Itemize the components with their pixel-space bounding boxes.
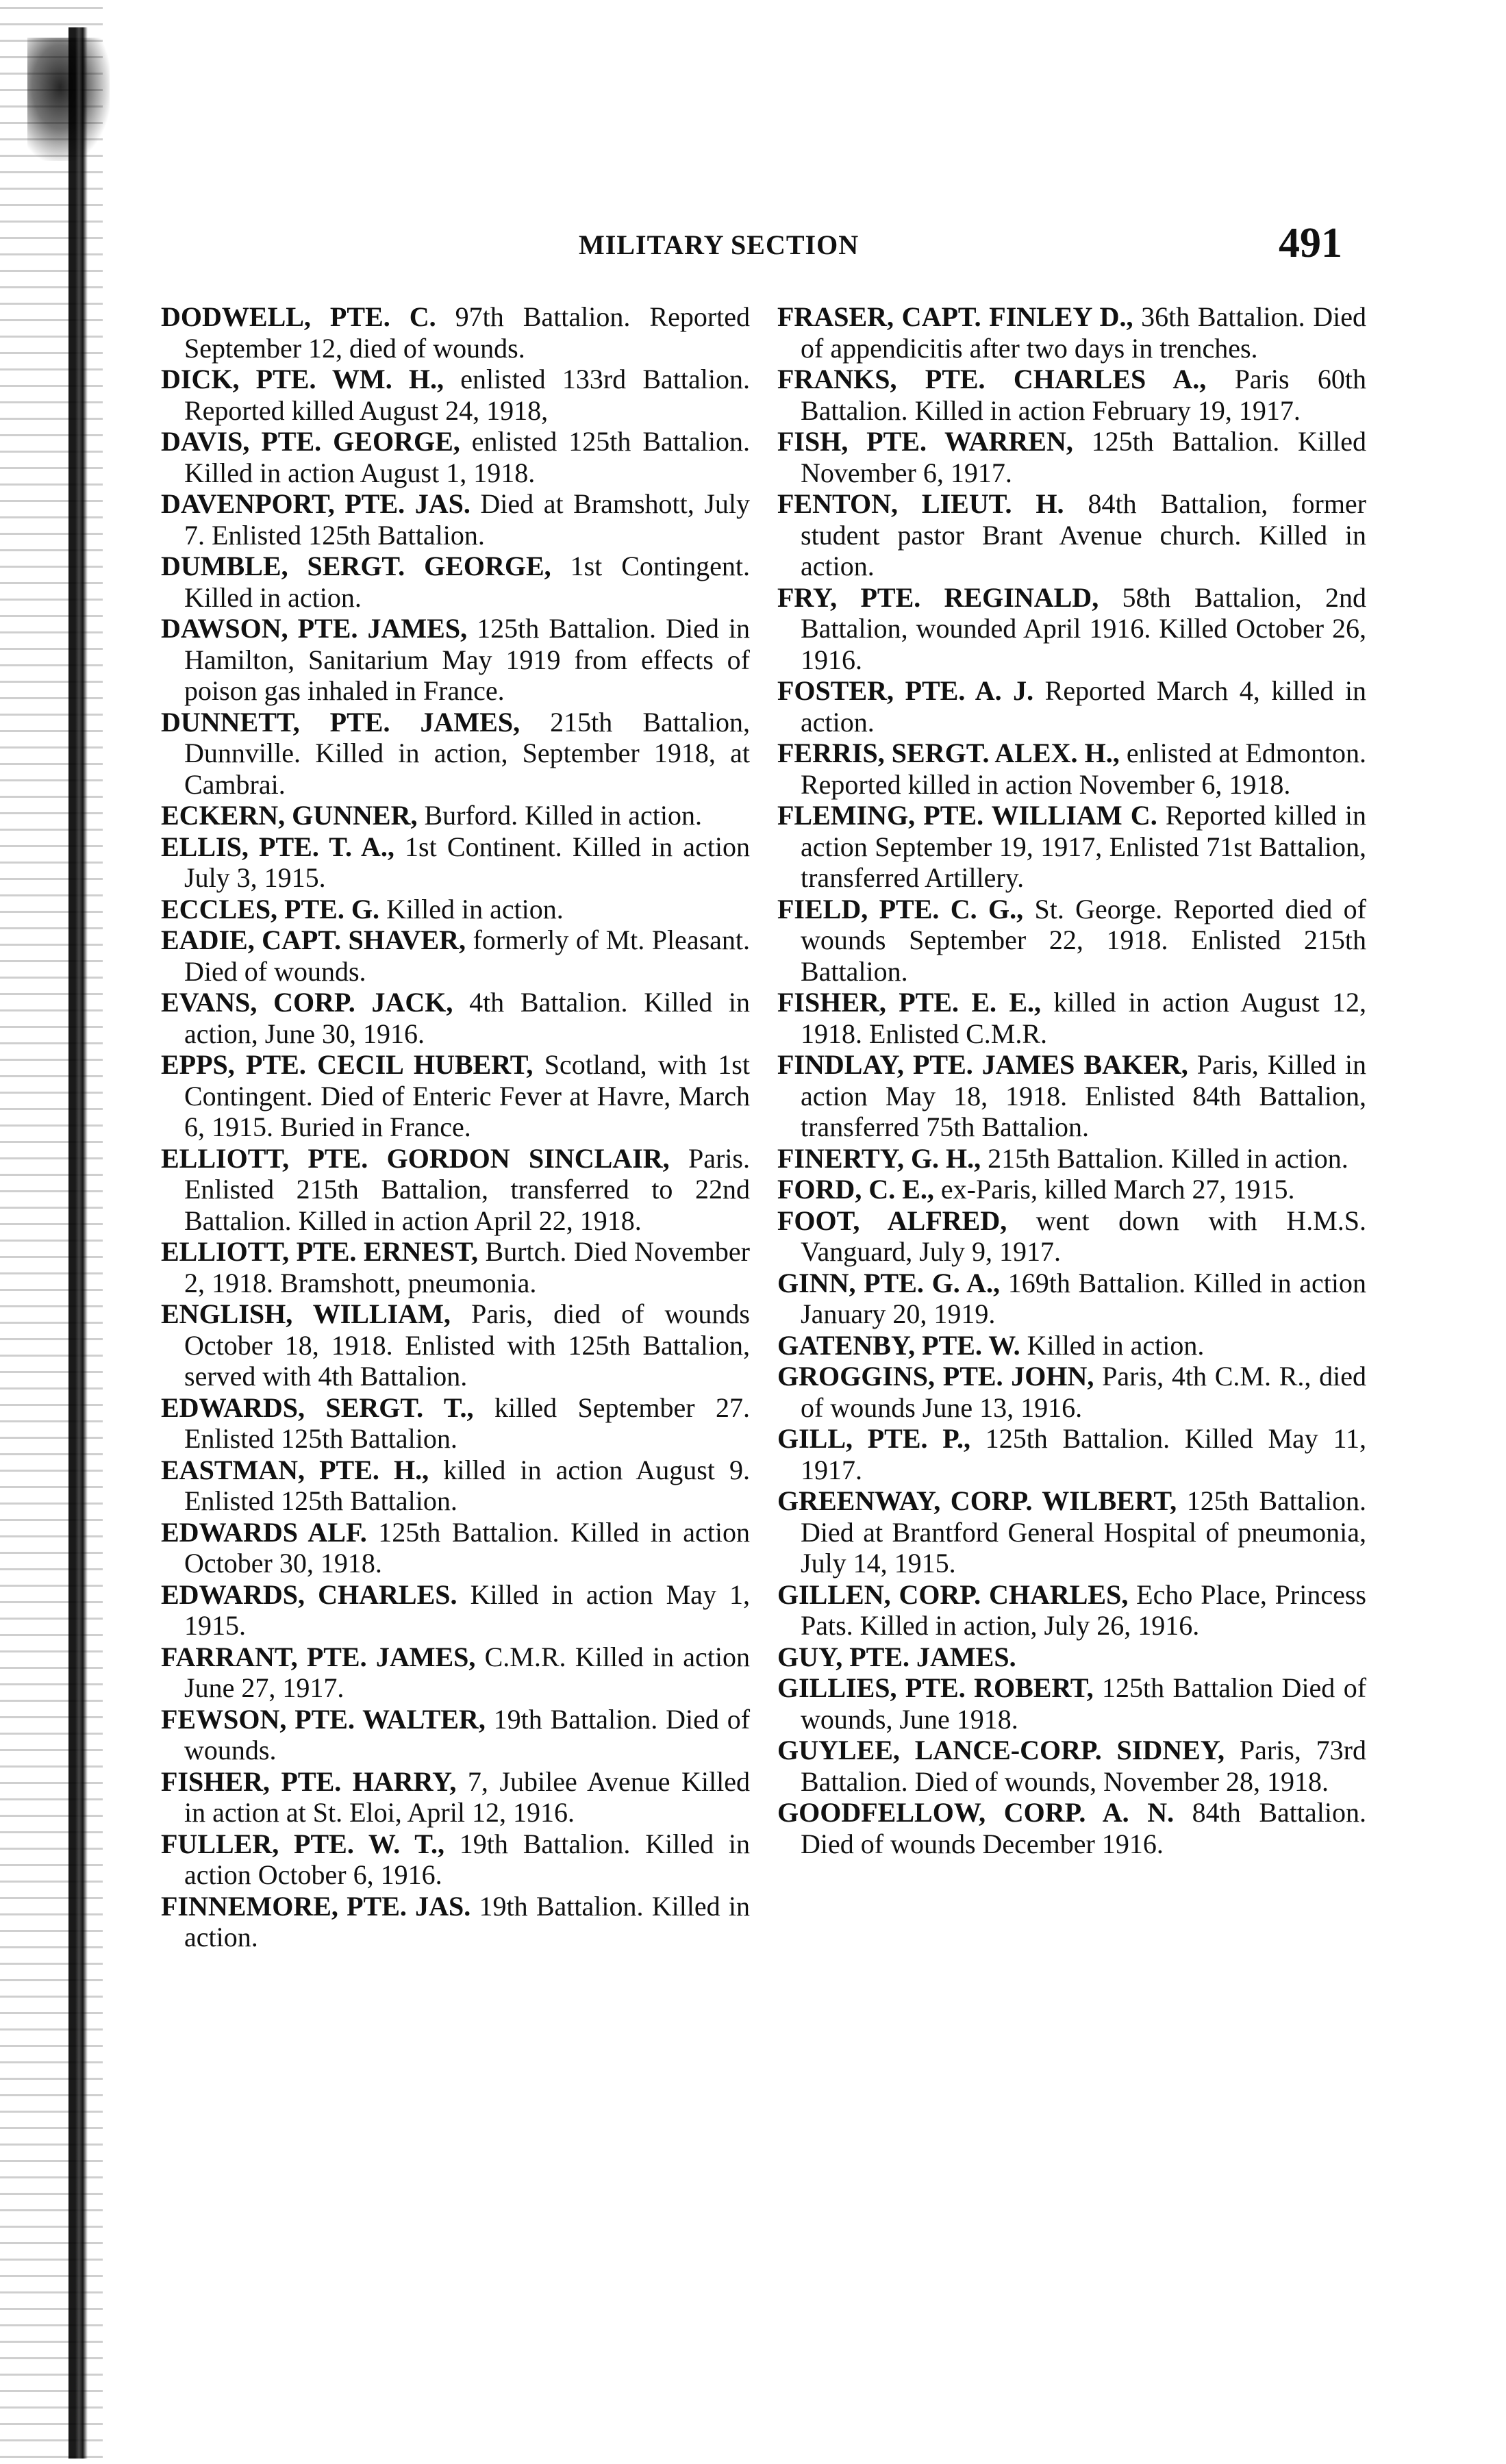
entry-name: FRANKS, PTE. CHARLES A., xyxy=(777,364,1207,394)
entry-name: FISHER, PTE. HARRY, xyxy=(161,1765,457,1797)
entry-name: FRASER, CAPT. FINLEY D., xyxy=(777,301,1133,332)
entry-name: ELLIS, PTE. T. A., xyxy=(161,831,394,862)
entry-details: enlisted 125th Battalion. Killed in action August 1, 1918. xyxy=(184,426,750,488)
roll-entry xyxy=(777,1672,1366,1735)
entry-name: DAVENPORT, PTE. JAS. xyxy=(161,488,470,519)
entry-name: DICK, PTE. WM. H., xyxy=(161,364,444,394)
entry-details: 19th Battalion. Killed in action. xyxy=(184,1890,751,1952)
entry-name: EDWARDS ALF. xyxy=(161,1516,367,1548)
entry-name: FISHER, PTE. E. E., xyxy=(777,987,1042,1018)
entry-name: ECCLES, PTE. G. xyxy=(161,893,379,925)
entry-details: 84th Battalion. Died of wounds December 1916. xyxy=(801,1797,1367,1859)
roll-entry xyxy=(161,488,750,551)
roll-entry xyxy=(777,364,1366,426)
entry-name: EVANS, CORP. JACK, xyxy=(161,987,453,1018)
entry-details: Killed in action May 1, 1915. xyxy=(184,1579,751,1641)
roll-entry xyxy=(777,1268,1366,1330)
entry-details: Paris, died of wounds October 18, 1918. Enlisted with 125th Battalion, served with 4th Battalion. xyxy=(184,1298,751,1392)
roll-entry xyxy=(777,1797,1366,1859)
entry-details: 125th Battalion. Died in Hamilton, Sanitarium May 1919 from effects of poison gas inhaled in France. xyxy=(184,613,751,706)
entry-name: EASTMAN, PTE. H., xyxy=(161,1454,429,1485)
entry-name: DUNNETT, PTE. JAMES, xyxy=(161,706,520,738)
roll-entry xyxy=(161,925,750,987)
entry-name: EDWARDS, SERGT. T., xyxy=(161,1392,474,1423)
entry-details: 215th Battalion, Dunnville. Killed in action, September 1918, at Cambrai. xyxy=(184,706,750,800)
entry-name: FOOT, ALFRED, xyxy=(777,1205,1007,1236)
roll-entry xyxy=(161,551,750,613)
entry-name: EADIE, CAPT. SHAVER, xyxy=(161,925,466,955)
entry-name: DUMBLE, SERGT. GEORGE, xyxy=(161,551,551,581)
entry-name: DODWELL, PTE. C. xyxy=(161,301,436,332)
entry-name: ENGLISH, WILLIAM, xyxy=(161,1298,451,1329)
entry-name: EPPS, PTE. CECIL HUBERT, xyxy=(161,1049,534,1080)
binding-edge-dark-strip xyxy=(68,27,88,2459)
roll-entry xyxy=(777,426,1366,488)
roll-entry xyxy=(161,1455,750,1517)
entry-details: 19th Battalion. Died of wounds. xyxy=(184,1703,751,1765)
roll-entry xyxy=(161,1704,750,1766)
entry-details: Reported killed in action September 19, 1917, Enlisted 71st Battalion, transferred Artillery. xyxy=(801,800,1367,893)
entry-details: Paris, Killed in action May 18, 1918. Enlisted 84th Battalion, transferred 75th Battalion. xyxy=(801,1049,1367,1142)
roll-entry xyxy=(161,1236,750,1298)
entry-details: 4th Battalion. Killed in action, June 30, 1916. xyxy=(184,987,750,1049)
entry-details: killed in action August 12, 1918. Enlisted C.M.R. xyxy=(801,987,1366,1049)
roll-entry xyxy=(777,582,1366,676)
entry-details: C.M.R. Killed in action June 27, 1917. xyxy=(184,1641,750,1703)
entry-name: DAVIS, PTE. GEORGE, xyxy=(161,426,460,457)
roll-entry xyxy=(161,831,750,894)
entry-details: Paris. Enlisted 215th Battalion, transferred to 22nd Battalion. Killed in action April 22, 1918. xyxy=(184,1142,750,1236)
entry-name: FORD, C. E., xyxy=(777,1174,934,1205)
entry-details: went down with H.M.S. Vanguard, July 9, 1917. xyxy=(801,1205,1367,1267)
entry-name: FOSTER, PTE. A. J. xyxy=(777,675,1034,706)
roll-entry xyxy=(777,987,1366,1049)
entry-details: St. George. Reported died of wounds September 22, 1918. Enlisted 215th Battalion. xyxy=(801,893,1367,987)
roll-entry xyxy=(161,1891,750,1953)
entry-details: Paris 60th Battalion. Killed in action February 19, 1917. xyxy=(801,364,1366,426)
entry-details: 84th Battalion, former student pastor Brant Avenue church. Killed in action. xyxy=(801,488,1367,581)
entry-details: Died at Bramshott, July 7. Enlisted 125th Battalion. xyxy=(184,488,751,551)
entry-name: FEWSON, PTE. WALTER, xyxy=(161,1703,486,1735)
roll-entry xyxy=(161,364,750,426)
entry-details: 36th Battalion. Died of appendicitis after two days in trenches. xyxy=(801,301,1366,364)
roll-entry xyxy=(777,1485,1366,1579)
entry-name: FINNEMORE, PTE. JAS. xyxy=(161,1890,471,1922)
entry-name: FRY, PTE. REGINALD, xyxy=(777,581,1099,613)
entry-details: 169th Battalion. Killed in action January 20, 1919. xyxy=(801,1267,1366,1329)
roll-entry xyxy=(161,1049,750,1143)
roll-entry xyxy=(777,738,1366,800)
entry-name: FERRIS, SERGT. ALEX. H., xyxy=(777,738,1120,768)
running-header xyxy=(151,219,1383,267)
entry-name: GATENBY, PTE. W. xyxy=(777,1329,1020,1361)
entry-details: 125th Battalion Died of wounds, June 1918. xyxy=(801,1672,1367,1735)
roll-entry xyxy=(777,301,1366,364)
roll-entry xyxy=(161,1579,750,1642)
left-column xyxy=(161,301,750,2342)
roll-entry xyxy=(161,707,750,801)
entry-details: 1st Continent. Killed in action July 3, 1915. xyxy=(184,831,751,893)
entry-name: ELLIOTT, PTE. ERNEST, xyxy=(161,1236,479,1267)
roll-entry xyxy=(777,1579,1366,1642)
entry-details: 125th Battalion. Died at Brantford General Hospital of pneumonia, July 14, 1915. xyxy=(801,1485,1367,1579)
entry-details: Burtch. Died November 2, 1918. Bramshott, pneumonia. xyxy=(184,1236,750,1298)
entry-details: 7, Jubilee Avenue Killed in action at St. Eloi, April 12, 1916. xyxy=(184,1765,750,1828)
entry-details: Burford. Killed in action. xyxy=(424,800,702,831)
entry-details: 58th Battalion, 2nd Battalion, wounded April 1916. Killed October 26, 1916. xyxy=(801,581,1366,675)
entry-name: FLEMING, PTE. WILLIAM C. xyxy=(777,800,1157,831)
running-title: MILITARY SECTION xyxy=(579,229,859,260)
entry-name: FINDLAY, PTE. JAMES BAKER, xyxy=(777,1049,1188,1080)
entry-details: 19th Battalion. Killed in action October 6, 1916. xyxy=(184,1828,751,1890)
entry-name: GROGGINS, PTE. JOHN, xyxy=(777,1361,1094,1392)
roll-entry xyxy=(161,987,750,1049)
entry-name: GILL, PTE. P., xyxy=(777,1423,970,1454)
roll-entry xyxy=(161,1298,750,1392)
entry-name: GREENWAY, CORP. WILBERT, xyxy=(777,1485,1177,1516)
entry-details: formerly of Mt. Pleasant. Died of wounds. xyxy=(184,925,750,987)
roll-entry xyxy=(777,1423,1366,1485)
roll-entry xyxy=(777,1174,1366,1205)
entry-details: 125th Battalion. Killed in action October 30, 1918. xyxy=(184,1516,750,1579)
roll-entry xyxy=(161,1517,750,1579)
entry-details: Killed in action. xyxy=(386,893,564,925)
right-column xyxy=(777,301,1366,2342)
entry-details: Killed in action. xyxy=(1027,1329,1205,1361)
roll-entry xyxy=(777,1642,1366,1673)
entry-details: enlisted at Edmonton. Reported killed in action November 6, 1918. xyxy=(801,738,1367,800)
entry-name: FARRANT, PTE. JAMES, xyxy=(161,1641,476,1672)
entry-name: FISH, PTE. WARREN, xyxy=(777,426,1073,457)
entry-details: Scotland, with 1st Contingent. Died of Enteric Fever at Havre, March 6, 1915. Buried in France. xyxy=(184,1049,750,1142)
roll-entry xyxy=(161,426,750,488)
entry-details: ex-Paris, killed March 27, 1915. xyxy=(940,1174,1295,1205)
roll-entry xyxy=(161,1392,750,1455)
roll-entry xyxy=(161,1642,750,1704)
entry-details: 1st Contingent. Killed in action. xyxy=(184,551,750,613)
roll-entry xyxy=(777,1049,1366,1143)
roll-entry xyxy=(777,1735,1366,1797)
entry-details: 215th Battalion. Killed in action. xyxy=(988,1142,1348,1174)
entry-details: 125th Battalion. Killed May 11, 1917. xyxy=(801,1423,1367,1485)
entry-name: GOODFELLOW, CORP. A. N. xyxy=(777,1797,1175,1828)
roll-entry xyxy=(777,1205,1366,1268)
entry-details: Echo Place, Princess Pats. Killed in action, July 26, 1916. xyxy=(801,1579,1366,1641)
entry-details: enlisted 133rd Battalion. Reported killed August 24, 1918, xyxy=(184,364,751,426)
entry-name: FINERTY, G. H., xyxy=(777,1142,981,1174)
entry-name: ECKERN, GUNNER, xyxy=(161,800,418,831)
entry-details: 125th Battalion. Killed November 6, 1917. xyxy=(801,426,1367,488)
entry-details: Paris, 4th C.M. R., died of wounds June 13, 1916. xyxy=(801,1361,1366,1423)
roll-entry xyxy=(161,613,750,707)
page-number: 491 xyxy=(1279,220,1342,266)
entry-name: DAWSON, PTE. JAMES, xyxy=(161,613,468,644)
entry-name: GUY, PTE. JAMES. xyxy=(777,1641,1016,1672)
roll-entry xyxy=(161,1766,750,1828)
roll-entry xyxy=(777,894,1366,988)
entry-name: GINN, PTE. G. A., xyxy=(777,1267,1001,1298)
entry-details: killed September 27. Enlisted 125th Battalion. xyxy=(184,1392,751,1454)
roll-entry xyxy=(777,1330,1366,1361)
roll-entry xyxy=(161,301,750,364)
entry-details: Paris, 73rd Battalion. Died of wounds, November 28, 1918. xyxy=(801,1735,1366,1797)
entry-name: FENTON, LIEUT. H. xyxy=(777,488,1064,519)
roll-entry xyxy=(777,1361,1366,1423)
entry-details: killed in action August 9. Enlisted 125th Battalion. xyxy=(184,1454,750,1516)
roll-entry xyxy=(777,800,1366,894)
entry-name: ELLIOTT, PTE. GORDON SINCLAIR, xyxy=(161,1142,670,1174)
entry-name: EDWARDS, CHARLES. xyxy=(161,1579,457,1610)
roll-entry xyxy=(161,894,750,925)
roll-entry xyxy=(161,800,750,831)
entry-details: Reported March 4, killed in action. xyxy=(801,675,1366,738)
roll-entry xyxy=(161,1143,750,1237)
entry-name: FULLER, PTE. W. T., xyxy=(161,1828,444,1859)
entry-details: 97th Battalion. Reported September 12, died of wounds. xyxy=(184,301,751,364)
entry-name: GILLIES, PTE. ROBERT, xyxy=(777,1672,1094,1703)
roll-entry xyxy=(777,675,1366,738)
book-page xyxy=(151,219,1383,2411)
roll-entry xyxy=(777,1143,1366,1174)
entry-name: GILLEN, CORP. CHARLES, xyxy=(777,1579,1129,1610)
roll-entry xyxy=(161,1828,750,1891)
roll-entry xyxy=(777,488,1366,582)
entry-name: GUYLEE, LANCE-CORP. SIDNEY, xyxy=(777,1735,1225,1765)
entry-name: FIELD, PTE. C. G., xyxy=(777,893,1024,925)
